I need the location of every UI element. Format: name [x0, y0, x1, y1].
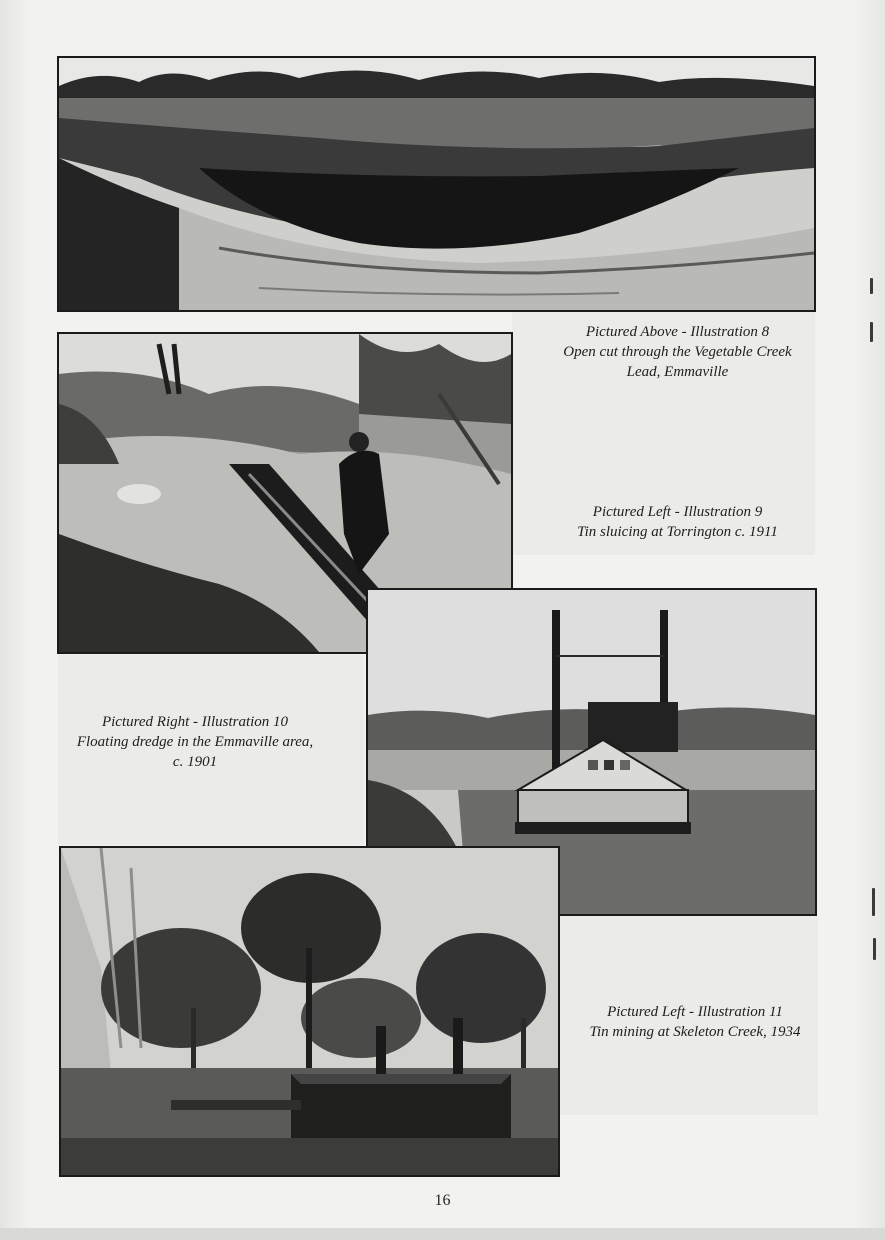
caption-10-line-3: c. 1901	[172, 754, 218, 770]
caption-illustration-8	[530, 322, 825, 382]
caption-10-line-1: Pictured Right - Illustration 10	[101, 714, 289, 730]
caption-illustration-11	[570, 1002, 820, 1042]
caption-8-line-1: Pictured Above - Illustration 8	[585, 324, 770, 340]
page-bottom-edge	[0, 1228, 885, 1240]
caption-illustration-9	[535, 502, 820, 542]
photo-open-cut-vegetable-creek	[57, 56, 816, 312]
caption-8-line-3: Lead, Emmaville	[626, 364, 729, 380]
skeleton-creek-photo-art	[61, 848, 558, 1175]
binder-mark	[872, 888, 875, 916]
binder-mark	[870, 322, 873, 342]
open-cut-photo-art	[59, 58, 814, 310]
page-number: 16	[434, 1192, 451, 1209]
binder-mark	[873, 938, 876, 960]
caption-10-line-2: Floating dredge in the Emmaville area,	[76, 734, 314, 750]
caption-11-line-1: Pictured Left - Illustration 11	[607, 1004, 783, 1020]
caption-8-line-2: Open cut through the Vegetable Creek	[563, 344, 792, 360]
caption-9-line-1: Pictured Left - Illustration 9	[592, 504, 763, 520]
caption-9-line-2: Tin sluicing at Torrington c. 1911	[577, 524, 778, 540]
binder-mark	[870, 278, 873, 294]
photo-tin-mining-skeleton-creek	[59, 846, 560, 1177]
caption-illustration-10	[55, 712, 335, 772]
caption-11-line-2: Tin mining at Skeleton Creek, 1934	[589, 1024, 801, 1040]
